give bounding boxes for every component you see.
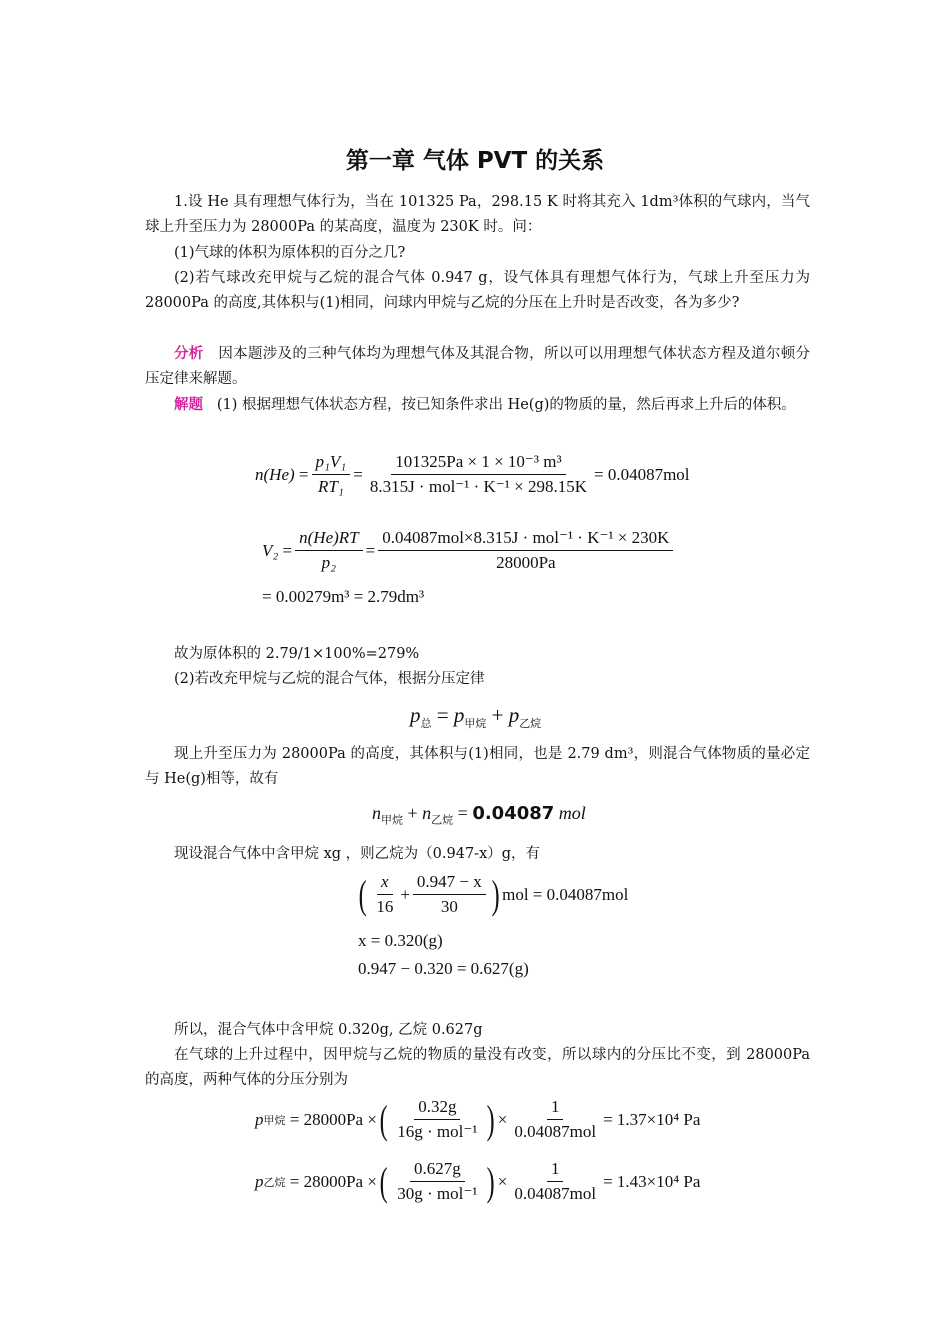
- eq1-frac2: [366, 452, 591, 497]
- solution-text: (1) 根据理想气体状态方程，按已知条件求出 He(g)的物质的量，然后再求上升后的体积。: [216, 397, 796, 413]
- eq1-frac2-den: 8.315J · mol⁻¹ · K⁻¹ × 298.15K: [369, 477, 587, 496]
- eq6-paren-left: (: [379, 1096, 388, 1142]
- eq6-lhs-sub: 甲烷: [263, 1113, 286, 1127]
- eq1-result: = 0.04087mol: [593, 464, 690, 484]
- eq3-sub-c2h6: 乙烷: [519, 717, 542, 731]
- eq3-p-ch4: p: [453, 703, 465, 727]
- eq5-rhs: mol = 0.04087mol: [502, 884, 629, 904]
- eq2-frac2: [378, 528, 673, 573]
- solution-paragraph: [145, 393, 810, 418]
- equation-partial-law: $p_总 = p_{甲烷} + p_{乙烷}$: [410, 703, 542, 731]
- eq5-a-num: x: [377, 872, 393, 895]
- eq5-b-num: 0.947 − x: [413, 872, 486, 895]
- equation-p-c2h6: p 乙烷 = 28000Pa × ( $\frac{0.627g}{\text{30g · mol⁻¹}}$ ) × $\frac{1}{\text{0.04087mol}}$ = 1.43×10⁴ Pa: [255, 1158, 701, 1204]
- eq2-frac1: [295, 528, 362, 573]
- eq7-frac2: [510, 1159, 600, 1204]
- problem-intro: 1.设 He 具有理想气体行为，当在 101325 Pa，298.15 K 时将其充入 1dm³体积的气球内，当气球上升至压力为 28000Pa 的某高度，温度为 230K 时。问：: [145, 194, 810, 235]
- eq2-lhs: V₂: [262, 540, 279, 560]
- eq3-p-total: p: [410, 703, 421, 727]
- equation-mass-balance: ( $\frac{x}{16}$ + $\frac{0.947 - x}{30}$ ) mol = 0.04087mol: [358, 871, 629, 917]
- question-1: (1)气球的体积为原体积的百分之几?: [174, 245, 406, 261]
- eq5-a-den: 16: [376, 897, 394, 916]
- eq6-frac2: [510, 1097, 600, 1142]
- equation-p-ch4: p 甲烷 = 28000Pa × ( $\frac{0.32g}{\text{16g · mol⁻¹}}$ ) × $\frac{1}{\text{0.04087mol}}$ = 1.37×10⁴ Pa: [255, 1096, 701, 1142]
- eq2-frac2-den: 28000Pa: [496, 553, 556, 572]
- solution-label: 解题: [174, 397, 203, 413]
- eq5-paren-left: (: [358, 871, 367, 917]
- mass-result-text: 所以，混合气体中含甲烷 0.320g, 乙烷 0.627g: [174, 1022, 483, 1038]
- eq3-p-c2h6: p: [508, 703, 520, 727]
- eq5-line3: 0.947 − 0.320 = 0.627(g): [358, 959, 529, 978]
- eq6-pre: = 28000Pa ×: [289, 1109, 377, 1129]
- eq2-frac1-num: n(He)RT: [295, 528, 362, 551]
- eq3-sub-ch4: 甲烷: [464, 717, 487, 731]
- eq7-paren-right: ): [487, 1158, 496, 1204]
- eq7-frac: [393, 1159, 481, 1204]
- eq6-result: = 1.37×10⁴ Pa: [603, 1109, 701, 1129]
- percent-text: 故为原体积的 2.79/1×100%=279%: [174, 646, 420, 662]
- analysis-paragraph: [145, 342, 810, 392]
- eq5-paren-right: ): [491, 871, 500, 917]
- eq6-paren-right: ): [487, 1096, 496, 1142]
- eq7-one: 1: [547, 1159, 564, 1182]
- eq6-one: 1: [547, 1097, 564, 1120]
- eq6-den2: 0.04087mol: [514, 1122, 597, 1141]
- eq5-frac-a: [372, 872, 397, 917]
- set-x-text: 现设混合气体中含甲烷 xg ，则乙烷为（0.947-x）g，有: [174, 846, 541, 862]
- eq3-sub-total: 总: [420, 717, 432, 731]
- eq6-frac: [393, 1097, 481, 1142]
- eq7-den: 30g · mol⁻¹: [397, 1184, 478, 1203]
- eq1-frac1: [312, 452, 351, 497]
- equation-n-he: n(He) = $\frac{\text{p₁V₁}}{\text{RT₁}}$ = $\frac{\text{101325Pa × 1 × 10⁻³ m³}}{\text{8.315J · mol⁻¹ · K⁻¹ × 298.15K}}$ = 0.04087mol: [255, 452, 690, 496]
- eq1-frac1-num: p₁V₁: [312, 452, 351, 475]
- eq7-pre: = 28000Pa ×: [289, 1171, 377, 1191]
- chapter-title: 第一章 气体 PVT 的关系: [345, 148, 605, 174]
- analysis-label: 分析: [174, 346, 204, 362]
- equation-v2: V₂ = $\frac{n(He)RT}{\text{p₂}}$ = $\frac{\text{0.04087mol×8.315J · mol⁻¹ · K⁻¹ × 230K}}{28000Pa}$: [262, 528, 676, 573]
- eq5-line2: x = 0.320(g): [358, 931, 443, 950]
- eq2-frac1-den: p₂: [321, 553, 337, 572]
- eq2-line2: = 0.00279m³ = 2.79dm³: [262, 587, 425, 606]
- eq4-sub-c2h6: 乙烷: [431, 813, 454, 827]
- eq5-b-den: 30: [440, 897, 458, 916]
- equal-amount-text: 现上升至压力为 28000Pa 的高度，其体积与(1)相同，也是 2.79 dm³，则混合气体物质的量必定与 He(g)相等，故有: [145, 746, 810, 787]
- eq4-unit: mol: [558, 803, 586, 823]
- eq4-value: 0.04087: [472, 803, 555, 824]
- eq7-result: = 1.43×10⁴ Pa: [603, 1171, 701, 1191]
- equation-total-moles: $n_{甲烷} + n_{乙烷} = 0.04087$ mol: [372, 803, 586, 827]
- eq1-frac1-den: RT₁: [317, 477, 344, 496]
- eq5-frac-b: [413, 872, 486, 917]
- part2-text: (2)若改充甲烷与乙烷的混合气体，根据分压定律: [174, 671, 485, 687]
- analysis-text: 因本题涉及的三种气体均为理想气体及其混合物，所以可以用理想气体状态方程及道尔顿分压定律来解题。: [145, 346, 811, 387]
- eq7-den2: 0.04087mol: [514, 1184, 597, 1203]
- eq6-num: 0.32g: [414, 1097, 460, 1120]
- process-text: 在气球的上升过程中，因甲烷与乙烷的物质的量没有改变，所以球内的分压比不变，到 28000Pa 的高度，两种气体的分压分别为: [145, 1047, 810, 1088]
- eq1-frac2-num: 101325Pa × 1 × 10⁻³ m³: [391, 452, 565, 475]
- eq6-den: 16g · mol⁻¹: [397, 1122, 478, 1141]
- eq7-lhs-sub: 乙烷: [263, 1175, 286, 1189]
- eq4-sub-ch4: 甲烷: [381, 813, 403, 827]
- eq1-lhs: n(He): [255, 464, 295, 484]
- eq7-paren-left: (: [379, 1158, 388, 1204]
- question-2: (2)若气球改充甲烷与乙烷的混合气体 0.947 g，设气体具有理想气体行为，气球上升至压力为 28000Pa 的高度,其体积与(1)相同，问球内甲烷与乙烷的分压在上升时是否改变，各为多少?: [145, 270, 810, 311]
- eq2-frac2-num: 0.04087mol×8.315J · mol⁻¹ · K⁻¹ × 230K: [378, 528, 673, 551]
- eq7-num: 0.627g: [410, 1159, 465, 1182]
